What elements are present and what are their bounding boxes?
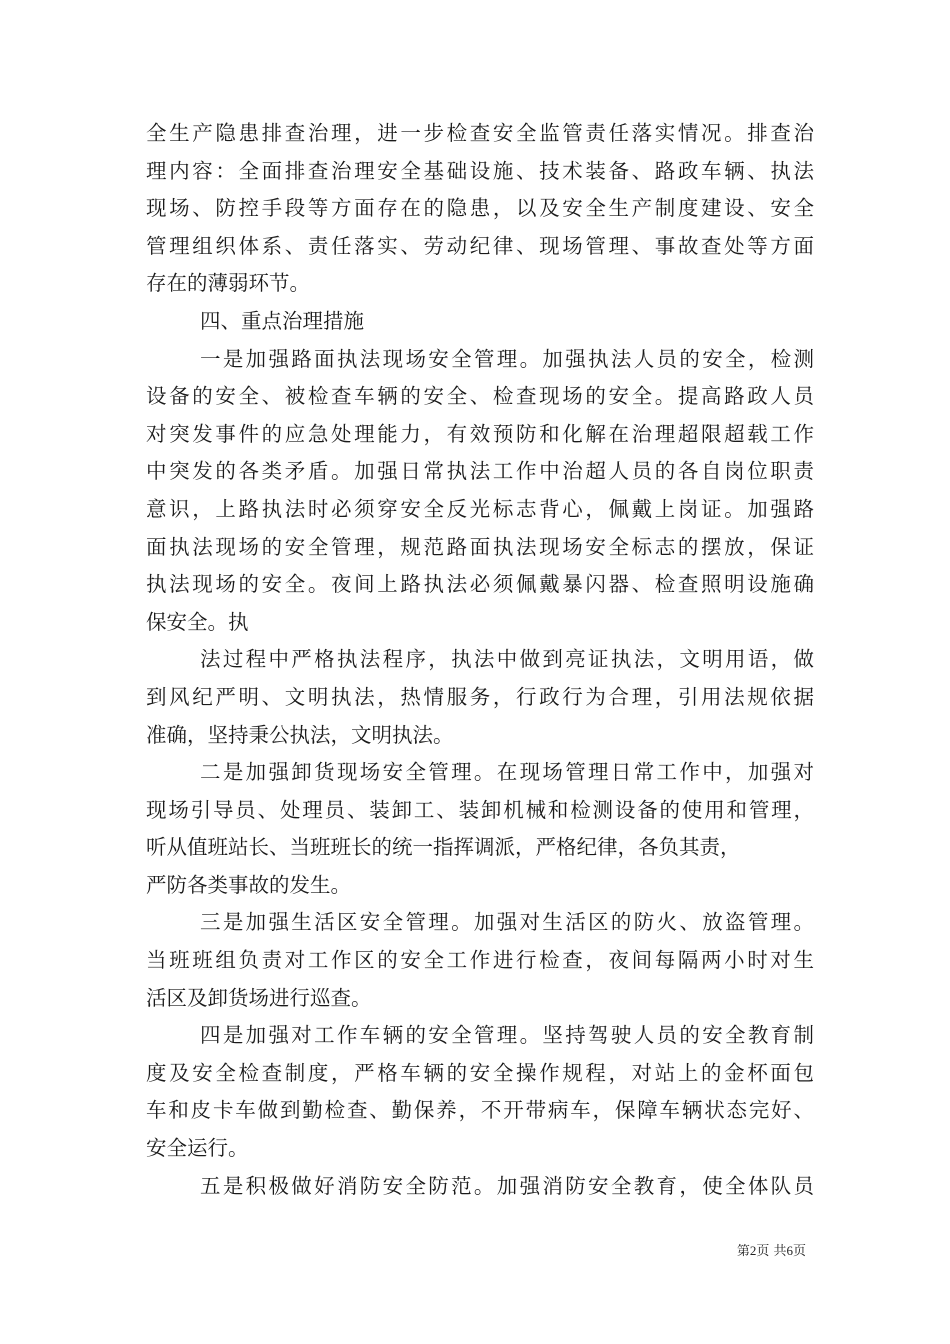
text-line: 度及安全检查制度，严格车辆的安全操作规程，对站上的金杯面包 [146, 1060, 814, 1085]
text-line: 活区及卸货场进行巡查。 [146, 985, 372, 1010]
text-line: 准确，坚持秉公执法，文明执法。 [146, 722, 454, 747]
text-line: 中突发的各类矛盾。加强日常执法工作中治超人员的各自岗位职责 [146, 459, 814, 484]
text-line: 听从值班站长、当班班长的统一指挥调派，严格纪律，各负其责， [146, 835, 741, 860]
text-line: 四是加强对工作车辆的安全管理。坚持驾驶人员的安全教育制 [200, 1023, 814, 1048]
document-body [146, 115, 814, 1205]
current-page-number: 2 [749, 1243, 757, 1258]
footer-prefix: 第 [736, 1244, 750, 1259]
text-line: 车和皮卡车做到勤检查、勤保养，不开带病车，保障车辆状态完好、 [146, 1098, 814, 1123]
section-heading: 四、重点治理措施 [200, 308, 364, 333]
text-line: 执法现场的安全。夜间上路执法必须佩戴暴闪器、检查照明设施确 [146, 572, 814, 597]
text-line: 保安全。执 [146, 609, 249, 634]
text-line: 存在的薄弱环节。 [146, 271, 310, 296]
text-line: 现场、防控手段等方面存在的隐患，以及安全生产制度建设、安全 [146, 196, 814, 221]
text-line: 一是加强路面执法现场安全管理。加强执法人员的安全，检测 [200, 346, 814, 371]
text-line: 法过程中严格执法程序，执法中做到亮证执法，文明用语，做 [200, 647, 814, 672]
text-line: 意识，上路执法时必须穿安全反光标志背心，佩戴上岗证。加强路 [146, 496, 814, 521]
text-line: 对突发事件的应急处理能力，有效预防和化解在治理超限超载工作 [146, 421, 814, 446]
total-pages-number: 6 [786, 1243, 793, 1258]
text-line: 面执法现场的安全管理，规范路面执法现场安全标志的摆放，保证 [146, 534, 814, 559]
text-line: 现场引导员、处理员、装卸工、装卸机械和检测设备的使用和管理， [146, 797, 814, 822]
text-line: 二是加强卸货现场安全管理。在现场管理日常工作中，加强对 [200, 760, 814, 785]
text-line: 三是加强生活区安全管理。加强对生活区的防火、放盗管理。 [200, 910, 814, 935]
text-line: 到风纪严明、文明执法，热情服务，行政行为合理，引用法规依据 [146, 684, 814, 709]
text-line: 严防各类事故的发生。 [146, 872, 351, 897]
text-line: 五是积极做好消防安全防范。加强消防安全教育，使全体队员 [200, 1173, 814, 1198]
text-line: 管理组织体系、责任落实、劳动纪律、现场管理、事故查处等方面 [146, 233, 814, 258]
footer-middle: 页 共 [756, 1244, 787, 1259]
text-line: 当班班组负责对工作区的安全工作进行检查，夜间每隔两小时对生 [146, 948, 814, 973]
text-line: 全生产隐患排查治理，进一步检查安全监管责任落实情况。排查治 [146, 121, 814, 145]
text-line: 设备的安全、被检查车辆的安全、检查现场的安全。提高路政人员 [146, 384, 814, 409]
footer-suffix: 页 [792, 1244, 806, 1259]
text-line: 安全运行。 [146, 1136, 249, 1161]
page-number-footer [737, 1242, 806, 1261]
text-line: 理内容：全面排查治理安全基础设施、技术装备、路政车辆、执法 [146, 158, 814, 183]
